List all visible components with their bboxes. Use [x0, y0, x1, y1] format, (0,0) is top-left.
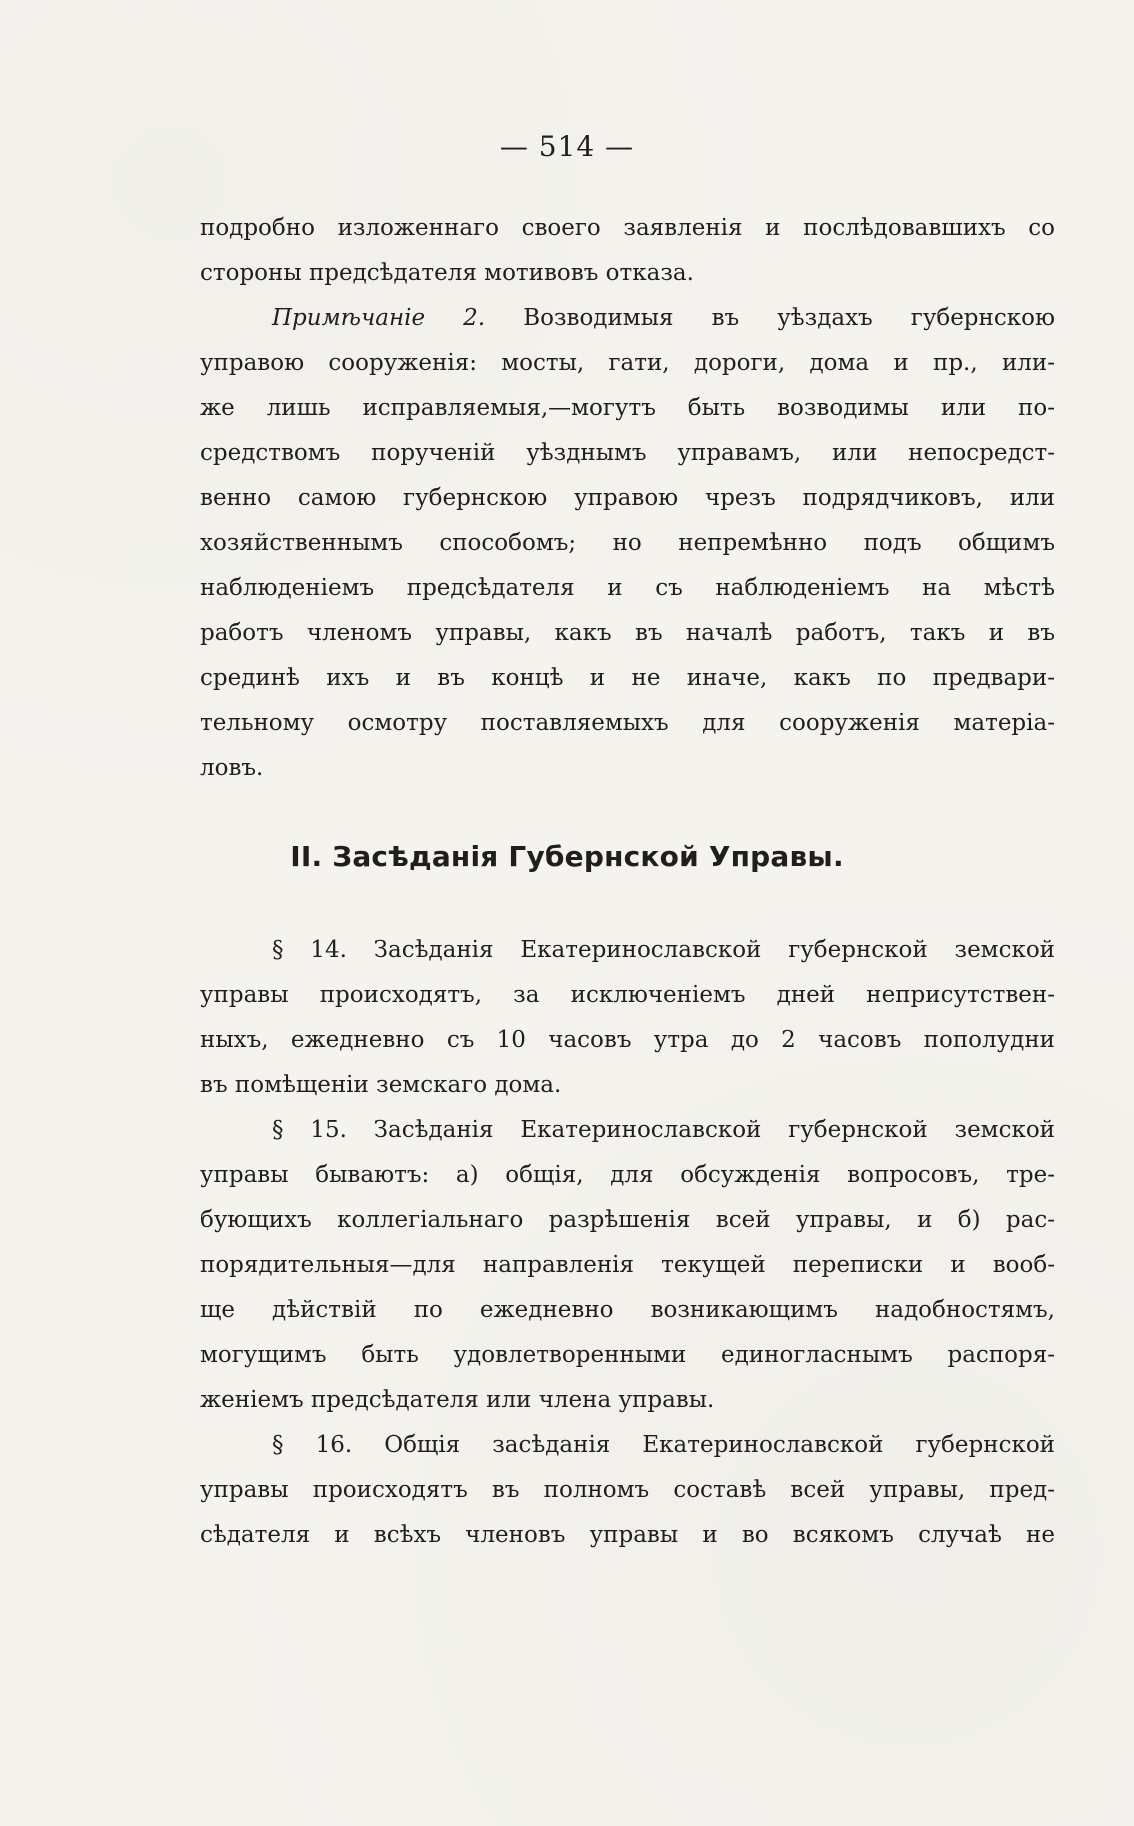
paragraph-line: сѣдателя и всѣхъ членовъ управы и во всякомъ случаѣ не: [200, 1522, 1055, 1548]
note-line: средствомъ порученій уѣзднымъ управамъ, или непосредст-: [200, 440, 1055, 466]
section-heading: II. Засѣданія Губернской Управы.: [290, 840, 844, 873]
note-line: работъ членомъ управы, какъ въ началѣ работъ, такъ и въ: [200, 620, 1055, 646]
note-line: тельному осмотру поставляемыхъ для сооруженія матеріа-: [200, 710, 1055, 736]
note-line: ловъ.: [200, 755, 264, 781]
paragraph-line: управы бываютъ: а) общія, для обсужденія вопросовъ, тре-: [200, 1162, 1055, 1188]
note-line: хозяйственнымъ способомъ; но непремѣнно подъ общимъ: [200, 530, 1055, 556]
note-label: Примѣчаніе 2.: [272, 305, 486, 331]
note-line: же лишь исправляемыя,—могутъ быть возводимы или по-: [200, 395, 1055, 421]
paragraph-line: женіемъ предсѣдателя или члена управы.: [200, 1387, 715, 1413]
paragraph-16: [200, 1423, 1055, 1558]
note-line: срединѣ ихъ и въ концѣ и не иначе, какъ по предвари-: [200, 665, 1055, 691]
paragraph-line: порядительныя—для направленія текущей переписки и вооб-: [200, 1252, 1055, 1278]
text-line: стороны предсѣдателя мотивовъ отказа.: [200, 260, 694, 286]
top-paragraph: [200, 206, 1055, 791]
note-line: управою сооруженія: мосты, гати, дороги, дома и пр., или-: [200, 350, 1055, 376]
paragraph-line: бующихъ коллегіальнаго разрѣшенія всей управы, и б) рас-: [200, 1207, 1055, 1233]
paragraph-line: ще дѣйствій по ежедневно возникающимъ надобностямъ,: [200, 1297, 1055, 1323]
paragraph-line: ныхъ, ежедневно съ 10 часовъ утра до 2 часовъ пополудни: [200, 1027, 1055, 1053]
paragraph-14: [200, 928, 1055, 1108]
note-line: венно самою губернскою управою чрезъ подрядчиковъ, или: [200, 485, 1055, 511]
page-number: — 514 —: [499, 130, 635, 163]
paragraph-line: § 15. Засѣданія Екатеринославской губернской земской: [272, 1117, 1055, 1143]
paragraph-line: § 14. Засѣданія Екатеринославской губернской земской: [272, 937, 1055, 963]
paragraph-line: управы происходятъ, за исключеніемъ дней неприсутствен-: [200, 982, 1055, 1008]
paragraph-line: могущимъ быть удовлетворенными единогласнымъ распоря-: [200, 1342, 1055, 1368]
paragraph-15: [200, 1108, 1055, 1423]
note-first-line-text: Возводимыя въ уѣздахъ губернскою: [523, 305, 1055, 331]
note-line: наблюденіемъ предсѣдателя и съ наблюденіемъ на мѣстѣ: [200, 575, 1055, 601]
paragraph-line: въ помѣщеніи земскаго дома.: [200, 1072, 562, 1098]
paragraph-line: управы происходятъ въ полномъ составѣ всей управы, пред-: [200, 1477, 1055, 1503]
paragraph-line: § 16. Общія засѣданія Екатеринославской губернской: [272, 1432, 1055, 1458]
note-first-line: [200, 296, 1055, 341]
text-line: подробно изложеннаго своего заявленія и послѣдовавшихъ со: [200, 215, 1055, 241]
